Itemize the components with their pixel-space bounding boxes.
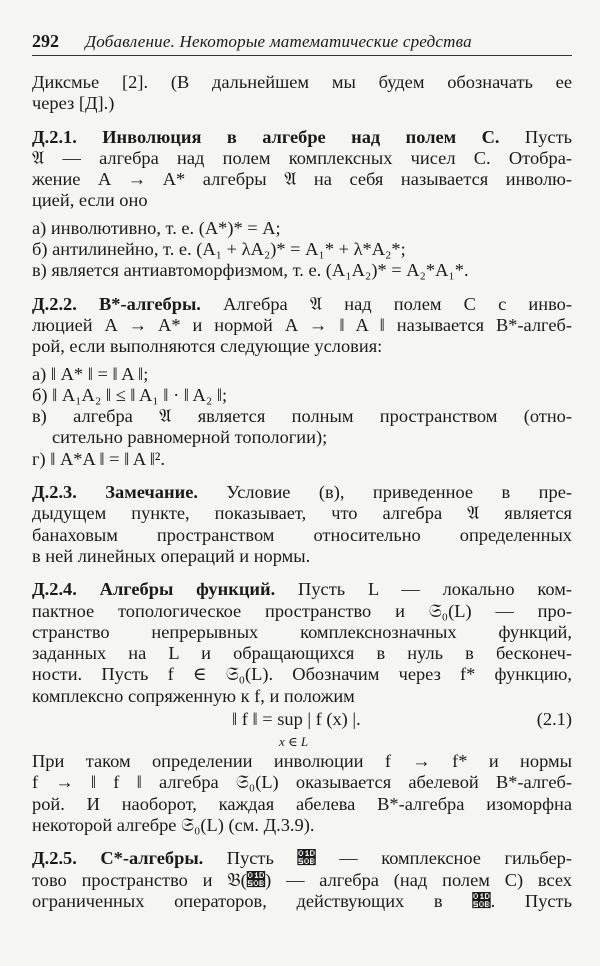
header-rule — [32, 55, 572, 56]
section-heading: Д.2.2. B*-алгебры. — [32, 293, 201, 314]
section-d23-line: Д.2.3. Замечание. Условие (в), приведенное в пре- — [32, 482, 572, 503]
list-item: г) ‖ A*A ‖ = ‖ A ‖². — [32, 448, 165, 469]
text-line: рой, если выполняются следующие условия: — [32, 336, 383, 357]
list-item: а) ‖ A* ‖ = ‖ A ‖; — [32, 363, 149, 384]
text-line: пактное топологическое пространство и 𝔖₀(L) — про- — [32, 600, 572, 621]
page-header — [32, 30, 572, 53]
text-line: При таком определении инволюции f → f* и нормы — [32, 751, 572, 772]
text-line: цией, если оно — [32, 190, 148, 211]
text-line: ограниченных операторов, действующих в 𝔋. Пусть — [32, 890, 572, 911]
text-line: 𝔄 — алгебра над полем комплексных чисел C. Отобра- — [32, 147, 572, 168]
page-number: 292 — [32, 31, 59, 51]
section-d24-line: Д.2.4. Алгебры функций. Пусть L — локально ком- — [32, 579, 572, 600]
equation-subscript: x ∈ L — [279, 734, 309, 750]
text-line: в ней линейных операций и нормы. — [32, 545, 311, 566]
section-heading: Д.2.5. C*-алгебры. — [32, 848, 204, 869]
text-line: рой. И наоборот, каждая абелева B*-алгебра изоморфна — [32, 793, 572, 814]
text-line: через [Д].) — [32, 93, 115, 114]
text-line: комплексно сопряженную к f, и положим — [32, 685, 355, 706]
text-line: странство непрерывных комплекснозначных функций, — [32, 621, 572, 642]
text-line: Диксмье [2]. (В дальнейшем мы будем обозначать ее — [32, 72, 572, 92]
text-line: некоторой алгебре 𝔖₀(L) (см. Д.3.9). — [32, 814, 315, 835]
page-body — [32, 72, 572, 912]
list-item: б) антилинейно, т. е. (A₁ + λA₂)* = A₁* + λ*A₂*; — [32, 239, 406, 260]
list-item: в) алгебра 𝔄 является полным пространством (отно- — [32, 406, 572, 427]
text-line: заданных на L и обращающихся в нуль в бесконеч- — [32, 643, 572, 664]
text-line: f → ‖ f ‖ алгебра 𝔖₀(L) оказывается абелевой B*-алгеб- — [32, 772, 572, 793]
text-line: люцией A → A* и нормой A → ‖ A ‖ называется B*-алгеб- — [32, 314, 572, 335]
section-d21-line: Д.2.1. Инволюция в алгебре над полем C. Пусть — [32, 126, 572, 147]
section-heading: Д.2.4. Алгебры функций. — [32, 579, 276, 600]
text-line: ности. Пусть f ∈ 𝔖₀(L). Обозначим через f* функцию, — [32, 664, 572, 685]
list-item-continuation: сительно равномерной топологии); — [52, 427, 328, 448]
section-heading: Д.2.1. Инволюция в алгебре над полем C. — [32, 126, 500, 147]
equation-formula: ‖ f ‖ = sup | f (x) |. — [232, 709, 361, 730]
section-d25-line: Д.2.5. C*-алгебры. Пусть 𝔋 — комплексное гильбер- — [32, 848, 572, 869]
equation-2-1 — [32, 707, 572, 751]
list-item: в) является антиавтоморфизмом, т. е. (A₁A₂)* = A₂*A₁*. — [32, 260, 469, 281]
text-line: банаховым пространством относительно определенных — [32, 524, 572, 545]
section-d22-line: Д.2.2. B*-алгебры. Алгебра 𝔄 над полем C с инво- — [32, 293, 572, 314]
list-item: б) ‖ A₁A₂ ‖ ≤ ‖ A₁ ‖ · ‖ A₂ ‖; — [32, 384, 228, 405]
equation-number: (2.1) — [536, 709, 572, 730]
text-line: дыдущем пункте, показывает, что алгебра 𝔄 является — [32, 503, 572, 524]
list-item: а) инволютивно, т. е. (A*)* = A; — [32, 217, 281, 238]
running-title: Добавление. Некоторые математические средства — [85, 32, 472, 51]
section-heading: Д.2.3. Замечание. — [32, 482, 198, 503]
text-line: жение A → A* алгебры 𝔄 на себя называется инволю- — [32, 169, 572, 190]
text-line: тово пространство и 𝔅(𝔋) — алгебра (над полем C) всех — [32, 869, 572, 890]
